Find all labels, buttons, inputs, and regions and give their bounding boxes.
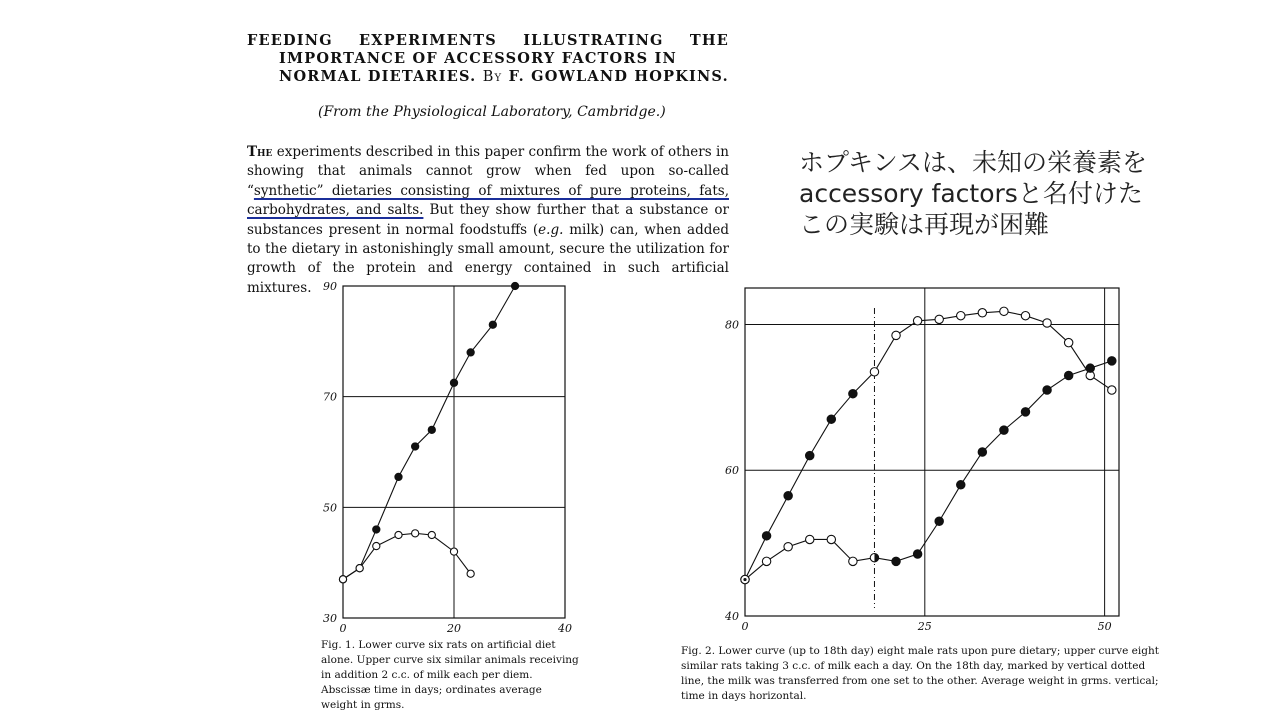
- fig1-y-tick-label: 70: [323, 390, 337, 404]
- fig2-series-0-point: [827, 415, 835, 423]
- abstract-paragraph: [247, 143, 729, 298]
- fig1-series-0-point: [511, 282, 518, 289]
- fig1-series-1-point: [373, 542, 380, 549]
- fig1-series-1-point: [467, 570, 474, 577]
- title-line-3: [247, 68, 729, 86]
- fig2-y-tick-label: 40: [725, 610, 739, 623]
- abstract-lead-word: The: [247, 144, 273, 160]
- abstract-part-1: experiments described in this paper confirm the work of others in showing that animals cannot grow when fed upon so-called “: [247, 144, 729, 199]
- fig2-series-0-point: [784, 492, 792, 500]
- fig1-series-0-point: [395, 473, 402, 480]
- fig2-series-1-point: [762, 557, 770, 565]
- fig1-series-1-point: [339, 576, 346, 583]
- fig2-x-tick-label: 25: [917, 620, 932, 633]
- fig2-series-1-point: [913, 550, 921, 558]
- fig1-series-0-point: [428, 426, 435, 433]
- fig1-series-0-point: [450, 379, 457, 386]
- fig2-series-0-point: [849, 389, 857, 397]
- abstract-eg: e.g.: [538, 221, 564, 238]
- fig1-series-1-line: [343, 533, 471, 579]
- note-line-1: ホプキンスは、未知の栄養素を: [799, 148, 1148, 177]
- fig2-series-1-point: [1064, 371, 1072, 379]
- fig2-series-0-point: [892, 331, 900, 339]
- fig1-series-0-point: [412, 443, 419, 450]
- fig2-series-1-point: [1108, 357, 1116, 365]
- abstract-part-3: milk) can, when added to the dietary in astonishingly small amount, secure the utilization for growth of the protein and energy contained in such artificial mixtures.: [247, 221, 729, 296]
- fig2-y-tick-label: 60: [725, 464, 739, 478]
- fig1-y-tick-label: 30: [323, 612, 337, 625]
- note-line-3: この実験は再現が困難: [799, 210, 1050, 239]
- title-by: By: [482, 69, 503, 85]
- fig2-y-tick-label: 80: [725, 318, 739, 332]
- fig2-series-0-point: [1108, 386, 1116, 394]
- fig2-series-0-point: [935, 315, 943, 323]
- paper-title: [247, 32, 729, 86]
- fig2-series-0-point: [1021, 311, 1029, 319]
- fig2-series-0-point: [1064, 338, 1072, 346]
- fig1-series-1-point: [356, 565, 363, 572]
- fig2-series-0-point: [806, 451, 814, 459]
- title-line-2: IMPORTANCE OF ACCESSORY FACTORS IN: [279, 50, 677, 67]
- fig2-series-0-point: [870, 368, 878, 376]
- fig1-x-tick-label: 40: [558, 622, 572, 633]
- abstract-part-2: But they show further that a substance or substances present in normal foodstuffs (: [247, 202, 729, 238]
- fig2-series-0-point: [762, 532, 770, 540]
- fig2-series-1-point: [827, 535, 835, 543]
- title-line-3-text: NORMAL DIETARIES.: [279, 68, 477, 85]
- fig2-series-0-point: [957, 311, 965, 319]
- fig2-series-1-point: [957, 481, 965, 489]
- title-author: F. GOWLAND HOPKINS.: [508, 68, 729, 85]
- slide-note: [799, 147, 1147, 240]
- fig2-x-tick-label: 0: [741, 620, 749, 633]
- title-line-1: FEEDING EXPERIMENTS ILLUSTRATING THE: [247, 32, 729, 49]
- fig2-series-1-point: [1086, 364, 1094, 372]
- fig2-series-0-point: [1043, 319, 1051, 327]
- abstract-underlined-phrase: synthetic” dietaries consisting of mixtures of pure proteins, fats, carbohydrates, and salts.: [247, 182, 729, 219]
- fig1-series-1-point: [450, 548, 457, 555]
- fig2-series-0-point: [978, 309, 986, 317]
- figure-2-caption: Fig. 2. Lower curve (up to 18th day) eight male rats upon pure dietary; upper curve eight similar rats taking 3 c.c. of milk each a day. On the 18th day, marked by vertical dotted line, the milk was transferred from one set to the other. Average weight in grms. vertical; time in days horizontal.: [681, 645, 1159, 702]
- fig1-series-1-point: [395, 531, 402, 538]
- fig1-y-tick-label: 50: [323, 501, 337, 515]
- fig2-series-1-point: [784, 543, 792, 551]
- fig2-series-1-point: [978, 448, 986, 456]
- fig2-series-0-line: [745, 311, 1112, 579]
- figure-1-caption: Fig. 1. Lower curve six rats on artificial diet alone. Upper curve six similar animals receiving in addition 2 c.c. of milk each per diem. Abscissæ time in days; ordinates average weight in grms.: [321, 639, 579, 711]
- fig1-series-1-point: [428, 531, 435, 538]
- fig2-series-1-point: [1043, 386, 1051, 394]
- fig2-series-0-point: [913, 317, 921, 325]
- fig1-x-tick-label: 20: [447, 622, 461, 633]
- affiliation: (From the Physiological Laboratory, Cambridge.): [318, 104, 666, 120]
- fig2-series-1-point: [935, 517, 943, 525]
- fig1-series-0-point: [467, 349, 474, 356]
- fig1-series-1-point: [412, 530, 419, 537]
- fig1-series-0-point: [373, 526, 380, 533]
- note-line-2: accessory factorsと名付けた: [799, 179, 1143, 208]
- fig2-series-1-point: [1021, 408, 1029, 416]
- figure-2-chart: [705, 280, 1135, 640]
- fig1-x-tick-label: 0: [339, 622, 347, 633]
- fig2-series-1-point: [849, 557, 857, 565]
- fig1-y-tick-label: 90: [323, 280, 337, 293]
- fig2-series-1-point: [892, 557, 900, 565]
- fig2-start-point-center: [743, 578, 746, 581]
- fig2-series-0-point: [1000, 307, 1008, 315]
- fig1-series-0-point: [489, 321, 496, 328]
- figure-1-chart: [300, 278, 590, 633]
- fig2-x-tick-label: 50: [1097, 620, 1112, 633]
- fig2-series-1-point: [806, 535, 814, 543]
- fig2-series-1-point: [1000, 426, 1008, 434]
